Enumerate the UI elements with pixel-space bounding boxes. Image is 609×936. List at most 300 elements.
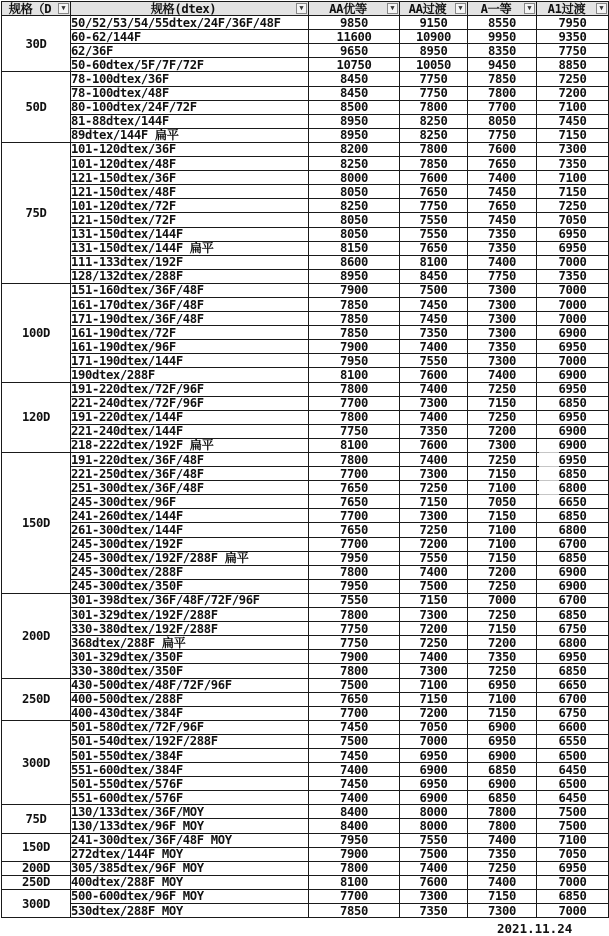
- aa-premium-cell[interactable]: 7900: [309, 650, 400, 664]
- aa-premium-cell[interactable]: 8400: [309, 805, 400, 819]
- a-first-cell[interactable]: 6850: [468, 763, 537, 777]
- a-first-cell[interactable]: 7150: [468, 467, 537, 481]
- aa-transition-cell[interactable]: 7000: [400, 734, 468, 748]
- spec-cell[interactable]: 245-300dtex/192F/288F 扁平: [71, 551, 309, 565]
- aa-transition-cell[interactable]: 7150: [400, 495, 468, 509]
- a-first-cell[interactable]: 7400: [468, 255, 537, 269]
- spec-cell[interactable]: 530dtex/288F MOY: [71, 904, 309, 918]
- spec-cell[interactable]: 111-133dtex/192F: [71, 255, 309, 269]
- spec-cell[interactable]: 368dtex/288F 扁平: [71, 636, 309, 650]
- aa-transition-cell[interactable]: 7300: [400, 509, 468, 523]
- spec-cell[interactable]: 50/52/53/54/55dtex/24F/36F/48F: [71, 16, 309, 30]
- a-first-cell[interactable]: 7050: [468, 495, 537, 509]
- aa-transition-cell[interactable]: 7600: [400, 171, 468, 185]
- a-first-cell[interactable]: 6900: [468, 777, 537, 791]
- spec-cell[interactable]: 245-300dtex/192F: [71, 537, 309, 551]
- aa-premium-cell[interactable]: 8150: [309, 241, 400, 255]
- a1-transition-cell[interactable]: 6850: [537, 608, 609, 622]
- aa-transition-cell[interactable]: 8250: [400, 128, 468, 142]
- aa-transition-cell[interactable]: 7650: [400, 241, 468, 255]
- aa-transition-cell[interactable]: 8250: [400, 114, 468, 128]
- a-first-cell[interactable]: 7150: [468, 622, 537, 636]
- spec-cell[interactable]: 501-550dtex/576F: [71, 777, 309, 791]
- a-first-cell[interactable]: 7250: [468, 382, 537, 396]
- a-first-cell[interactable]: 7200: [468, 636, 537, 650]
- aa-transition-cell[interactable]: 7200: [400, 622, 468, 636]
- a1-transition-cell[interactable]: 6750: [537, 706, 609, 720]
- a1-transition-cell[interactable]: 6950: [537, 410, 609, 424]
- spec-cell[interactable]: 161-190dtex/72F: [71, 326, 309, 340]
- aa-premium-cell[interactable]: 7900: [309, 340, 400, 354]
- a1-transition-cell[interactable]: 6950: [537, 382, 609, 396]
- aa-transition-cell[interactable]: 8100: [400, 255, 468, 269]
- a-first-cell[interactable]: 7300: [468, 904, 537, 918]
- aa-premium-cell[interactable]: 8250: [309, 199, 400, 213]
- aa-transition-cell[interactable]: 7400: [400, 382, 468, 396]
- aa-premium-cell[interactable]: 7450: [309, 720, 400, 734]
- spec-cell[interactable]: 245-300dtex/288F: [71, 565, 309, 579]
- spec-cell[interactable]: 191-220dtex/36F/48F: [71, 453, 309, 467]
- a1-transition-cell[interactable]: 6600: [537, 720, 609, 734]
- a1-transition-cell[interactable]: 6950: [537, 861, 609, 875]
- a1-transition-cell[interactable]: 6850: [537, 467, 609, 481]
- aa-premium-cell[interactable]: 11600: [309, 30, 400, 44]
- spec-cell[interactable]: 78-100dtex/48F: [71, 86, 309, 100]
- a-first-cell[interactable]: 7650: [468, 199, 537, 213]
- a-first-cell[interactable]: 7150: [468, 551, 537, 565]
- group-label-cell[interactable]: 250D: [2, 875, 71, 889]
- a-first-cell[interactable]: 7700: [468, 100, 537, 114]
- a-first-cell[interactable]: 7300: [468, 326, 537, 340]
- aa-transition-cell[interactable]: 7400: [400, 565, 468, 579]
- spec-cell[interactable]: 130/133dtex/36F/MOY: [71, 805, 309, 819]
- a1-transition-cell[interactable]: 7750: [537, 44, 609, 58]
- aa-transition-cell[interactable]: 7500: [400, 579, 468, 593]
- a1-transition-cell[interactable]: 7300: [537, 142, 609, 156]
- a1-transition-cell[interactable]: 7250: [537, 199, 609, 213]
- a-first-cell[interactable]: 6900: [468, 720, 537, 734]
- a1-transition-cell[interactable]: 6900: [537, 579, 609, 593]
- a1-transition-cell[interactable]: 6900: [537, 438, 609, 452]
- spec-cell[interactable]: 190dtex/288F: [71, 368, 309, 382]
- a1-transition-cell[interactable]: 6500: [537, 748, 609, 762]
- a1-transition-cell[interactable]: 6950: [537, 227, 609, 241]
- a-first-cell[interactable]: 7250: [468, 579, 537, 593]
- a1-transition-cell[interactable]: 7000: [537, 283, 609, 297]
- a-first-cell[interactable]: 7400: [468, 368, 537, 382]
- a1-transition-cell[interactable]: 7500: [537, 805, 609, 819]
- aa-premium-cell[interactable]: 7950: [309, 551, 400, 565]
- a1-transition-cell[interactable]: 7100: [537, 100, 609, 114]
- a1-transition-cell[interactable]: 6700: [537, 593, 609, 607]
- dropdown-filter-icon[interactable]: ▼: [596, 3, 607, 14]
- spec-cell[interactable]: 400-430dtex/384F: [71, 706, 309, 720]
- a-first-cell[interactable]: 9950: [468, 30, 537, 44]
- aa-premium-cell[interactable]: 7900: [309, 283, 400, 297]
- a-first-cell[interactable]: 7200: [468, 565, 537, 579]
- aa-transition-cell[interactable]: 7300: [400, 396, 468, 410]
- spec-cell[interactable]: 241-260dtex/144F: [71, 509, 309, 523]
- aa-premium-cell[interactable]: 8050: [309, 185, 400, 199]
- spec-cell[interactable]: 128/132dtex/288F: [71, 269, 309, 283]
- spec-cell[interactable]: 60-62/144F: [71, 30, 309, 44]
- a1-transition-cell[interactable]: 7200: [537, 86, 609, 100]
- aa-premium-cell[interactable]: 7700: [309, 509, 400, 523]
- a-first-cell[interactable]: 7300: [468, 297, 537, 311]
- aa-transition-cell[interactable]: 7400: [400, 340, 468, 354]
- aa-transition-cell[interactable]: 10050: [400, 58, 468, 72]
- aa-transition-cell[interactable]: 10900: [400, 30, 468, 44]
- group-label-cell[interactable]: 250D: [2, 678, 71, 720]
- a1-transition-cell[interactable]: 6450: [537, 763, 609, 777]
- a1-transition-cell[interactable]: 6800: [537, 636, 609, 650]
- a1-transition-cell[interactable]: 6900: [537, 424, 609, 438]
- a1-transition-cell[interactable]: 7000: [537, 354, 609, 368]
- spec-cell[interactable]: 245-300dtex/96F: [71, 495, 309, 509]
- aa-premium-cell[interactable]: 7850: [309, 312, 400, 326]
- a-first-cell[interactable]: 7350: [468, 650, 537, 664]
- aa-premium-cell[interactable]: 8100: [309, 875, 400, 889]
- aa-premium-cell[interactable]: 7650: [309, 481, 400, 495]
- aa-premium-cell[interactable]: 7700: [309, 706, 400, 720]
- aa-transition-cell[interactable]: 7150: [400, 593, 468, 607]
- aa-premium-cell[interactable]: 8200: [309, 142, 400, 156]
- aa-premium-cell[interactable]: 7800: [309, 664, 400, 678]
- aa-premium-cell[interactable]: 7500: [309, 678, 400, 692]
- aa-premium-cell[interactable]: 8450: [309, 86, 400, 100]
- aa-transition-cell[interactable]: 7350: [400, 326, 468, 340]
- spec-cell[interactable]: 130/133dtex/96F MOY: [71, 819, 309, 833]
- spec-cell[interactable]: 78-100dtex/36F: [71, 72, 309, 86]
- spec-cell[interactable]: 551-600dtex/384F: [71, 763, 309, 777]
- aa-premium-cell[interactable]: 8100: [309, 368, 400, 382]
- aa-transition-cell[interactable]: 7350: [400, 424, 468, 438]
- a-first-cell[interactable]: 7100: [468, 537, 537, 551]
- a1-transition-cell[interactable]: 7100: [537, 833, 609, 847]
- a-first-cell[interactable]: 7250: [468, 608, 537, 622]
- aa-transition-cell[interactable]: 7400: [400, 410, 468, 424]
- a1-transition-cell[interactable]: 6950: [537, 453, 609, 467]
- a1-transition-cell[interactable]: 6800: [537, 523, 609, 537]
- aa-premium-cell[interactable]: 8050: [309, 227, 400, 241]
- aa-premium-cell[interactable]: 8950: [309, 269, 400, 283]
- spec-cell[interactable]: 218-222dtex/192F 扁平: [71, 438, 309, 452]
- spec-cell[interactable]: 161-190dtex/96F: [71, 340, 309, 354]
- a-first-cell[interactable]: 7400: [468, 833, 537, 847]
- a1-transition-cell[interactable]: 7150: [537, 185, 609, 199]
- header-aa-premium[interactable]: [309, 2, 400, 16]
- spec-cell[interactable]: 171-190dtex/144F: [71, 354, 309, 368]
- a1-transition-cell[interactable]: 6850: [537, 889, 609, 903]
- a-first-cell[interactable]: 7350: [468, 340, 537, 354]
- a-first-cell[interactable]: 8050: [468, 114, 537, 128]
- aa-transition-cell[interactable]: 7350: [400, 904, 468, 918]
- spec-cell[interactable]: 151-160dtex/36F/48F: [71, 283, 309, 297]
- aa-premium-cell[interactable]: 7800: [309, 410, 400, 424]
- a1-transition-cell[interactable]: 6950: [537, 340, 609, 354]
- aa-transition-cell[interactable]: 8450: [400, 269, 468, 283]
- aa-transition-cell[interactable]: 9150: [400, 16, 468, 30]
- a-first-cell[interactable]: 8350: [468, 44, 537, 58]
- spec-cell[interactable]: 80-100dtex/24F/72F: [71, 100, 309, 114]
- spec-cell[interactable]: 241-300dtex/36F/48F MOY: [71, 833, 309, 847]
- a-first-cell[interactable]: 7150: [468, 706, 537, 720]
- aa-premium-cell[interactable]: 8500: [309, 100, 400, 114]
- a-first-cell[interactable]: 7250: [468, 410, 537, 424]
- aa-transition-cell[interactable]: 7550: [400, 213, 468, 227]
- aa-transition-cell[interactable]: 7250: [400, 523, 468, 537]
- aa-transition-cell[interactable]: 6900: [400, 763, 468, 777]
- spec-cell[interactable]: 245-300dtex/350F: [71, 579, 309, 593]
- aa-premium-cell[interactable]: 8450: [309, 72, 400, 86]
- a-first-cell[interactable]: 7350: [468, 847, 537, 861]
- group-label-cell[interactable]: 200D: [2, 593, 71, 678]
- spec-cell[interactable]: 251-300dtex/36F/48F: [71, 481, 309, 495]
- aa-transition-cell[interactable]: 8950: [400, 44, 468, 58]
- aa-premium-cell[interactable]: 8250: [309, 157, 400, 171]
- aa-premium-cell[interactable]: 8050: [309, 213, 400, 227]
- spec-cell[interactable]: 191-220dtex/144F: [71, 410, 309, 424]
- a1-transition-cell[interactable]: 6900: [537, 565, 609, 579]
- aa-transition-cell[interactable]: 7050: [400, 720, 468, 734]
- aa-premium-cell[interactable]: 7700: [309, 889, 400, 903]
- a1-transition-cell[interactable]: 6650: [537, 678, 609, 692]
- aa-premium-cell[interactable]: 8950: [309, 114, 400, 128]
- a1-transition-cell[interactable]: 6700: [537, 537, 609, 551]
- a-first-cell[interactable]: 7250: [468, 861, 537, 875]
- spec-cell[interactable]: 501-540dtex/192F/288F: [71, 734, 309, 748]
- dropdown-filter-icon[interactable]: ▼: [387, 3, 398, 14]
- a1-transition-cell[interactable]: 7000: [537, 904, 609, 918]
- group-label-cell[interactable]: 50D: [2, 72, 71, 142]
- a-first-cell[interactable]: 6900: [468, 748, 537, 762]
- aa-transition-cell[interactable]: 7650: [400, 185, 468, 199]
- spec-cell[interactable]: 301-329dtex/350F: [71, 650, 309, 664]
- aa-transition-cell[interactable]: 7300: [400, 889, 468, 903]
- aa-premium-cell[interactable]: 7500: [309, 734, 400, 748]
- a1-transition-cell[interactable]: 6900: [537, 368, 609, 382]
- aa-premium-cell[interactable]: 7650: [309, 523, 400, 537]
- a-first-cell[interactable]: 7800: [468, 805, 537, 819]
- aa-premium-cell[interactable]: 8100: [309, 438, 400, 452]
- a-first-cell[interactable]: 7800: [468, 86, 537, 100]
- spec-cell[interactable]: 221-250dtex/36F/48F: [71, 467, 309, 481]
- aa-transition-cell[interactable]: 7600: [400, 368, 468, 382]
- a-first-cell[interactable]: 9450: [468, 58, 537, 72]
- aa-transition-cell[interactable]: 7550: [400, 227, 468, 241]
- a1-transition-cell[interactable]: 6850: [537, 396, 609, 410]
- aa-premium-cell[interactable]: 9650: [309, 44, 400, 58]
- spec-cell[interactable]: 305/385dtex/96F MOY: [71, 861, 309, 875]
- a1-transition-cell[interactable]: 6700: [537, 692, 609, 706]
- a-first-cell[interactable]: 7250: [468, 453, 537, 467]
- header-aa-transition[interactable]: [400, 2, 468, 16]
- a1-transition-cell[interactable]: 7450: [537, 114, 609, 128]
- spec-cell[interactable]: 50-60dtex/5F/7F/72F: [71, 58, 309, 72]
- spec-cell[interactable]: 500-600dtex/96F MOY: [71, 889, 309, 903]
- spec-cell[interactable]: 261-300dtex/144F: [71, 523, 309, 537]
- a-first-cell[interactable]: 7450: [468, 185, 537, 199]
- a-first-cell[interactable]: 7400: [468, 875, 537, 889]
- aa-premium-cell[interactable]: 7400: [309, 791, 400, 805]
- a-first-cell[interactable]: 8550: [468, 16, 537, 30]
- aa-transition-cell[interactable]: 7600: [400, 875, 468, 889]
- a1-transition-cell[interactable]: 9350: [537, 30, 609, 44]
- a-first-cell[interactable]: 7300: [468, 354, 537, 368]
- a1-transition-cell[interactable]: 7350: [537, 269, 609, 283]
- a1-transition-cell[interactable]: 6950: [537, 241, 609, 255]
- aa-premium-cell[interactable]: 9850: [309, 16, 400, 30]
- a-first-cell[interactable]: 7650: [468, 157, 537, 171]
- aa-premium-cell[interactable]: 7850: [309, 326, 400, 340]
- a1-transition-cell[interactable]: 7000: [537, 312, 609, 326]
- a1-transition-cell[interactable]: 6850: [537, 664, 609, 678]
- aa-premium-cell[interactable]: 7700: [309, 467, 400, 481]
- a1-transition-cell[interactable]: 8850: [537, 58, 609, 72]
- aa-premium-cell[interactable]: 7650: [309, 692, 400, 706]
- a1-transition-cell[interactable]: 6550: [537, 734, 609, 748]
- aa-transition-cell[interactable]: 7400: [400, 453, 468, 467]
- a1-transition-cell[interactable]: 7000: [537, 875, 609, 889]
- aa-transition-cell[interactable]: 7150: [400, 692, 468, 706]
- a1-transition-cell[interactable]: 7350: [537, 157, 609, 171]
- aa-transition-cell[interactable]: 6950: [400, 777, 468, 791]
- spec-cell[interactable]: 400-500dtex/288F: [71, 692, 309, 706]
- group-label-cell[interactable]: 120D: [2, 382, 71, 452]
- group-label-cell[interactable]: 75D: [2, 805, 71, 833]
- header-a-first[interactable]: [468, 2, 537, 16]
- a1-transition-cell[interactable]: 7050: [537, 213, 609, 227]
- aa-transition-cell[interactable]: 7100: [400, 678, 468, 692]
- aa-premium-cell[interactable]: 7400: [309, 763, 400, 777]
- aa-transition-cell[interactable]: 7200: [400, 537, 468, 551]
- group-label-cell[interactable]: 100D: [2, 283, 71, 382]
- spec-cell[interactable]: 121-150dtex/48F: [71, 185, 309, 199]
- aa-premium-cell[interactable]: 7950: [309, 354, 400, 368]
- dropdown-filter-icon[interactable]: ▼: [455, 3, 466, 14]
- a-first-cell[interactable]: 7850: [468, 72, 537, 86]
- a-first-cell[interactable]: 7350: [468, 227, 537, 241]
- spec-cell[interactable]: 101-120dtex/72F: [71, 199, 309, 213]
- dropdown-filter-icon[interactable]: ▼: [58, 3, 69, 14]
- spec-cell[interactable]: 400dtex/288F MOY: [71, 875, 309, 889]
- aa-premium-cell[interactable]: 7800: [309, 453, 400, 467]
- aa-transition-cell[interactable]: 7550: [400, 833, 468, 847]
- aa-premium-cell[interactable]: 7550: [309, 593, 400, 607]
- a-first-cell[interactable]: 7750: [468, 128, 537, 142]
- a1-transition-cell[interactable]: 7100: [537, 171, 609, 185]
- spec-cell[interactable]: 551-600dtex/576F: [71, 791, 309, 805]
- a-first-cell[interactable]: 7100: [468, 523, 537, 537]
- aa-premium-cell[interactable]: 7800: [309, 861, 400, 875]
- a-first-cell[interactable]: 7200: [468, 424, 537, 438]
- aa-transition-cell[interactable]: 6950: [400, 748, 468, 762]
- aa-transition-cell[interactable]: 8000: [400, 819, 468, 833]
- a1-transition-cell[interactable]: 6500: [537, 777, 609, 791]
- group-label-cell[interactable]: 300D: [2, 720, 71, 805]
- a1-transition-cell[interactable]: 6900: [537, 326, 609, 340]
- a-first-cell[interactable]: 7800: [468, 819, 537, 833]
- group-label-cell[interactable]: 150D: [2, 453, 71, 594]
- aa-transition-cell[interactable]: 7200: [400, 706, 468, 720]
- spec-cell[interactable]: 301-329dtex/192F/288F: [71, 608, 309, 622]
- aa-premium-cell[interactable]: 7650: [309, 495, 400, 509]
- spec-cell[interactable]: 89dtex/144F 扁平: [71, 128, 309, 142]
- a-first-cell[interactable]: 7750: [468, 269, 537, 283]
- aa-premium-cell[interactable]: 8400: [309, 819, 400, 833]
- a1-transition-cell[interactable]: 6950: [537, 650, 609, 664]
- header-a1-transition[interactable]: [537, 2, 609, 16]
- dropdown-filter-icon[interactable]: ▼: [296, 3, 307, 14]
- a-first-cell[interactable]: 7350: [468, 241, 537, 255]
- spec-cell[interactable]: 191-220dtex/72F/96F: [71, 382, 309, 396]
- a1-transition-cell[interactable]: 7000: [537, 255, 609, 269]
- header-spec[interactable]: [71, 2, 309, 16]
- aa-premium-cell[interactable]: 8950: [309, 128, 400, 142]
- aa-premium-cell[interactable]: 8600: [309, 255, 400, 269]
- aa-transition-cell[interactable]: 7300: [400, 608, 468, 622]
- a-first-cell[interactable]: 7000: [468, 593, 537, 607]
- spec-cell[interactable]: 131-150dtex/144F: [71, 227, 309, 241]
- a-first-cell[interactable]: 7400: [468, 171, 537, 185]
- aa-transition-cell[interactable]: 7850: [400, 157, 468, 171]
- aa-transition-cell[interactable]: 7300: [400, 467, 468, 481]
- a1-transition-cell[interactable]: 6650: [537, 495, 609, 509]
- a-first-cell[interactable]: 6950: [468, 678, 537, 692]
- aa-transition-cell[interactable]: 7800: [400, 142, 468, 156]
- aa-transition-cell[interactable]: 7400: [400, 861, 468, 875]
- aa-transition-cell[interactable]: 7550: [400, 354, 468, 368]
- spec-cell[interactable]: 101-120dtex/36F: [71, 142, 309, 156]
- aa-premium-cell[interactable]: 7800: [309, 382, 400, 396]
- a-first-cell[interactable]: 7100: [468, 692, 537, 706]
- aa-transition-cell[interactable]: 7400: [400, 650, 468, 664]
- spec-cell[interactable]: 121-150dtex/36F: [71, 171, 309, 185]
- aa-premium-cell[interactable]: 7950: [309, 579, 400, 593]
- a1-transition-cell[interactable]: 7050: [537, 847, 609, 861]
- spec-cell[interactable]: 121-150dtex/72F: [71, 213, 309, 227]
- spec-cell[interactable]: 330-380dtex/192F/288F: [71, 622, 309, 636]
- aa-premium-cell[interactable]: 7750: [309, 622, 400, 636]
- spec-cell[interactable]: 131-150dtex/144F 扁平: [71, 241, 309, 255]
- a1-transition-cell[interactable]: 7500: [537, 819, 609, 833]
- aa-transition-cell[interactable]: 7500: [400, 283, 468, 297]
- a1-transition-cell[interactable]: 6850: [537, 509, 609, 523]
- aa-transition-cell[interactable]: 7750: [400, 86, 468, 100]
- dropdown-filter-icon[interactable]: ▼: [524, 3, 535, 14]
- aa-transition-cell[interactable]: 6900: [400, 791, 468, 805]
- aa-premium-cell[interactable]: 7700: [309, 396, 400, 410]
- a-first-cell[interactable]: 7150: [468, 396, 537, 410]
- aa-premium-cell[interactable]: 7950: [309, 833, 400, 847]
- aa-transition-cell[interactable]: 7800: [400, 100, 468, 114]
- a1-transition-cell[interactable]: 6450: [537, 791, 609, 805]
- aa-premium-cell[interactable]: 7750: [309, 424, 400, 438]
- spec-cell[interactable]: 161-170dtex/36F/48F: [71, 297, 309, 311]
- aa-transition-cell[interactable]: 7500: [400, 847, 468, 861]
- aa-transition-cell[interactable]: 8000: [400, 805, 468, 819]
- spec-cell[interactable]: 272dtex/144F MOY: [71, 847, 309, 861]
- a1-transition-cell[interactable]: 6800: [537, 481, 609, 495]
- a-first-cell[interactable]: 7100: [468, 481, 537, 495]
- a1-transition-cell[interactable]: 7950: [537, 16, 609, 30]
- spec-cell[interactable]: 62/36F: [71, 44, 309, 58]
- group-label-cell[interactable]: 200D: [2, 861, 71, 875]
- spec-cell[interactable]: 221-240dtex/144F: [71, 424, 309, 438]
- aa-premium-cell[interactable]: 7800: [309, 608, 400, 622]
- group-label-cell[interactable]: 75D: [2, 142, 71, 283]
- aa-premium-cell[interactable]: 10750: [309, 58, 400, 72]
